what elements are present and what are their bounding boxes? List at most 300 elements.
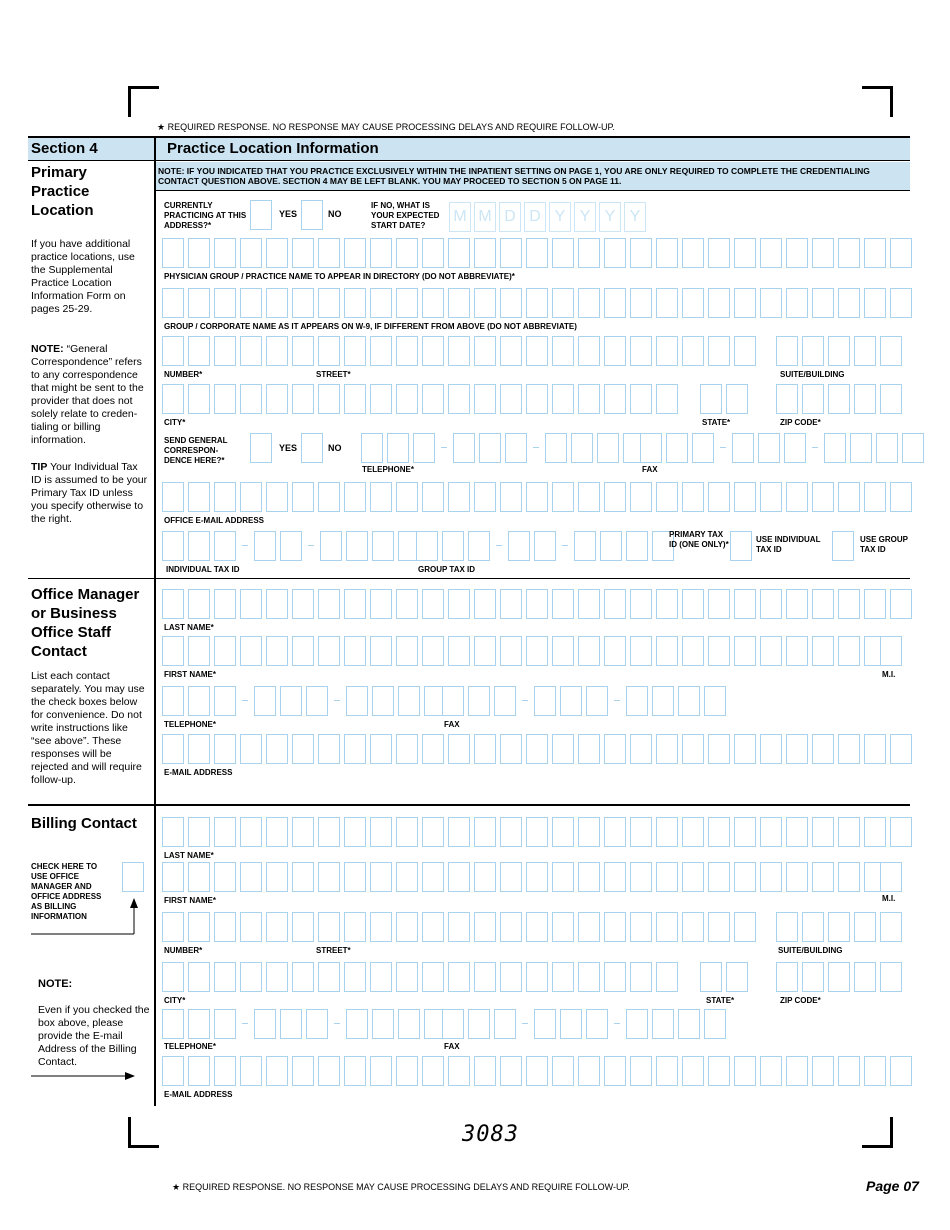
char-box[interactable] — [188, 1009, 210, 1039]
char-box[interactable] — [240, 817, 262, 847]
char-box[interactable] — [422, 288, 444, 318]
char-box[interactable] — [586, 1009, 608, 1039]
char-box[interactable] — [162, 962, 184, 992]
char-box[interactable] — [890, 734, 912, 764]
char-box[interactable] — [474, 384, 496, 414]
om-telephone-input[interactable] — [162, 686, 446, 716]
billing-first-name-input[interactable] — [162, 862, 886, 892]
char-box[interactable] — [560, 1009, 582, 1039]
char-box[interactable] — [708, 288, 730, 318]
char-box[interactable] — [776, 912, 798, 942]
char-box[interactable] — [318, 1056, 340, 1086]
char-box[interactable] — [318, 636, 340, 666]
char-box[interactable] — [292, 734, 314, 764]
char-box[interactable] — [526, 589, 548, 619]
char-box[interactable] — [292, 482, 314, 512]
char-box[interactable] — [254, 531, 276, 561]
char-box[interactable] — [370, 336, 392, 366]
char-box[interactable] — [306, 686, 328, 716]
char-box[interactable] — [442, 686, 464, 716]
char-box[interactable] — [552, 238, 574, 268]
char-box[interactable] — [786, 636, 808, 666]
char-box[interactable] — [500, 912, 522, 942]
char-box[interactable] — [604, 589, 626, 619]
char-box[interactable] — [448, 1056, 470, 1086]
char-box[interactable] — [682, 336, 704, 366]
char-box[interactable] — [734, 636, 756, 666]
char-box[interactable] — [448, 912, 470, 942]
char-box[interactable] — [214, 862, 236, 892]
char-box[interactable] — [162, 912, 184, 942]
char-box[interactable] — [760, 862, 782, 892]
char-box[interactable] — [734, 862, 756, 892]
char-box[interactable] — [786, 1056, 808, 1086]
char-box[interactable] — [162, 482, 184, 512]
char-box[interactable] — [578, 912, 600, 942]
char-box[interactable] — [396, 1056, 418, 1086]
char-box[interactable] — [854, 384, 876, 414]
char-box[interactable] — [500, 734, 522, 764]
char-box[interactable] — [760, 1056, 782, 1086]
currently-practicing-no-checkbox[interactable] — [301, 200, 323, 230]
char-box[interactable] — [214, 238, 236, 268]
char-box[interactable] — [890, 1056, 912, 1086]
char-box[interactable] — [734, 1056, 756, 1086]
char-box[interactable] — [838, 288, 860, 318]
char-box[interactable] — [422, 636, 444, 666]
char-box[interactable] — [604, 238, 626, 268]
char-box[interactable] — [876, 433, 898, 463]
use-group-tax-checkbox[interactable] — [832, 531, 854, 561]
char-box[interactable] — [479, 433, 501, 463]
char-box[interactable] — [448, 862, 470, 892]
char-box[interactable] — [682, 1056, 704, 1086]
char-box[interactable] — [266, 384, 288, 414]
char-box[interactable] — [760, 238, 782, 268]
individual-tax-id-input[interactable] — [162, 531, 420, 561]
char-box[interactable] — [370, 734, 392, 764]
char-box[interactable] — [864, 734, 886, 764]
char-box[interactable] — [320, 531, 342, 561]
char-box[interactable] — [448, 589, 470, 619]
char-box[interactable] — [838, 589, 860, 619]
char-box[interactable] — [214, 531, 236, 561]
char-box[interactable] — [318, 482, 340, 512]
char-box[interactable] — [214, 288, 236, 318]
char-box[interactable] — [604, 384, 626, 414]
char-box[interactable] — [413, 433, 435, 463]
char-box[interactable] — [890, 589, 912, 619]
char-box[interactable] — [422, 1056, 444, 1086]
char-box[interactable] — [280, 531, 302, 561]
char-box[interactable] — [448, 238, 470, 268]
char-box[interactable] — [162, 288, 184, 318]
char-box[interactable] — [630, 817, 652, 847]
char-box[interactable] — [474, 288, 496, 318]
char-box[interactable] — [678, 686, 700, 716]
char-box[interactable] — [732, 433, 754, 463]
char-box[interactable] — [760, 482, 782, 512]
char-box[interactable] — [552, 589, 574, 619]
char-box[interactable] — [318, 238, 340, 268]
char-box[interactable] — [604, 817, 626, 847]
char-box[interactable] — [526, 734, 548, 764]
char-box[interactable] — [214, 962, 236, 992]
char-box[interactable] — [344, 636, 366, 666]
char-box[interactable] — [500, 862, 522, 892]
char-box[interactable] — [864, 238, 886, 268]
char-box[interactable] — [640, 433, 662, 463]
char-box[interactable] — [864, 817, 886, 847]
char-box[interactable] — [526, 288, 548, 318]
char-box[interactable] — [346, 1009, 368, 1039]
char-box[interactable] — [370, 862, 392, 892]
char-box[interactable] — [344, 288, 366, 318]
char-box[interactable] — [448, 384, 470, 414]
char-box[interactable] — [786, 589, 808, 619]
char-box[interactable] — [266, 336, 288, 366]
char-box[interactable] — [526, 817, 548, 847]
billing-telephone-input[interactable] — [162, 1009, 446, 1039]
char-box[interactable] — [370, 288, 392, 318]
char-box[interactable] — [578, 636, 600, 666]
char-box[interactable] — [704, 1009, 726, 1039]
char-box[interactable] — [604, 336, 626, 366]
char-box[interactable] — [370, 589, 392, 619]
char-box[interactable] — [318, 734, 340, 764]
om-first-name-input[interactable] — [162, 636, 886, 666]
char-box[interactable] — [604, 912, 626, 942]
char-box[interactable] — [266, 238, 288, 268]
char-box[interactable] — [344, 482, 366, 512]
char-box[interactable] — [534, 531, 556, 561]
char-box[interactable] — [266, 288, 288, 318]
char-box[interactable] — [442, 1009, 464, 1039]
char-box[interactable] — [552, 1056, 574, 1086]
char-box[interactable] — [626, 686, 648, 716]
char-box[interactable] — [630, 336, 652, 366]
char-box[interactable] — [214, 589, 236, 619]
char-box[interactable] — [422, 336, 444, 366]
char-box[interactable] — [162, 384, 184, 414]
char-box[interactable] — [398, 1009, 420, 1039]
char-box[interactable] — [240, 336, 262, 366]
char-box[interactable] — [396, 734, 418, 764]
char-box[interactable] — [682, 238, 704, 268]
char-box[interactable] — [708, 734, 730, 764]
char-box[interactable] — [474, 1056, 496, 1086]
char-box[interactable] — [864, 288, 886, 318]
char-box[interactable] — [370, 482, 392, 512]
char-box[interactable] — [678, 1009, 700, 1039]
char-box[interactable] — [448, 636, 470, 666]
char-box[interactable] — [630, 862, 652, 892]
char-box[interactable] — [656, 734, 678, 764]
char-box[interactable] — [474, 734, 496, 764]
char-box[interactable] — [626, 531, 648, 561]
char-box[interactable] — [708, 912, 730, 942]
char-box[interactable] — [370, 238, 392, 268]
char-box[interactable] — [902, 433, 924, 463]
char-box[interactable] — [188, 962, 210, 992]
char-box[interactable] — [266, 962, 288, 992]
char-box[interactable] — [682, 636, 704, 666]
char-box[interactable] — [453, 433, 475, 463]
char-box[interactable] — [526, 912, 548, 942]
char-box[interactable] — [656, 962, 678, 992]
char-box[interactable] — [786, 862, 808, 892]
char-box[interactable] — [396, 912, 418, 942]
char-box[interactable] — [214, 482, 236, 512]
char-box[interactable] — [370, 962, 392, 992]
char-box[interactable] — [344, 238, 366, 268]
char-box[interactable] — [708, 589, 730, 619]
char-box[interactable] — [786, 817, 808, 847]
char-box[interactable] — [240, 862, 262, 892]
char-box[interactable] — [318, 912, 340, 942]
char-box[interactable] — [468, 686, 490, 716]
char-box[interactable] — [214, 817, 236, 847]
char-box[interactable] — [578, 734, 600, 764]
char-box[interactable] — [656, 288, 678, 318]
char-box[interactable] — [630, 912, 652, 942]
char-box[interactable] — [692, 433, 714, 463]
group-corporate-input[interactable] — [162, 288, 912, 318]
char-box[interactable] — [604, 862, 626, 892]
char-box[interactable] — [824, 433, 846, 463]
char-box[interactable] — [552, 962, 574, 992]
char-box[interactable] — [162, 589, 184, 619]
char-box[interactable] — [578, 288, 600, 318]
char-box[interactable] — [786, 482, 808, 512]
char-box[interactable] — [726, 384, 748, 414]
char-box[interactable] — [828, 384, 850, 414]
char-box[interactable] — [786, 288, 808, 318]
char-box[interactable] — [700, 384, 722, 414]
char-box[interactable] — [500, 589, 522, 619]
char-box[interactable] — [708, 636, 730, 666]
char-box[interactable] — [656, 384, 678, 414]
char-box[interactable] — [776, 962, 798, 992]
char-box[interactable] — [708, 862, 730, 892]
char-box[interactable] — [630, 288, 652, 318]
char-box[interactable] — [758, 433, 780, 463]
office-email-input[interactable] — [162, 482, 912, 512]
char-box[interactable] — [188, 686, 210, 716]
char-box[interactable] — [802, 336, 824, 366]
char-box[interactable] — [578, 1056, 600, 1086]
char-box[interactable] — [422, 734, 444, 764]
group-tax-id-input[interactable] — [416, 531, 674, 561]
char-box[interactable] — [578, 238, 600, 268]
char-box[interactable] — [505, 433, 527, 463]
char-box[interactable] — [734, 288, 756, 318]
char-box[interactable] — [318, 589, 340, 619]
char-box[interactable] — [370, 636, 392, 666]
billing-fax-input[interactable] — [442, 1009, 726, 1039]
char-box[interactable] — [734, 817, 756, 847]
char-box[interactable] — [280, 686, 302, 716]
char-box[interactable] — [534, 1009, 556, 1039]
state-input[interactable] — [700, 384, 748, 414]
char-box[interactable] — [838, 1056, 860, 1086]
char-box[interactable] — [864, 482, 886, 512]
char-box[interactable] — [526, 238, 548, 268]
char-box[interactable] — [188, 912, 210, 942]
physician-group-input[interactable] — [162, 238, 912, 268]
char-box[interactable] — [630, 962, 652, 992]
char-box[interactable] — [630, 589, 652, 619]
char-box[interactable] — [760, 589, 782, 619]
char-box[interactable] — [306, 1009, 328, 1039]
char-box[interactable] — [474, 482, 496, 512]
char-box[interactable] — [656, 1056, 678, 1086]
char-box[interactable] — [214, 636, 236, 666]
char-box[interactable] — [828, 962, 850, 992]
char-box[interactable] — [828, 336, 850, 366]
char-box[interactable] — [266, 817, 288, 847]
char-box[interactable] — [474, 336, 496, 366]
char-box[interactable] — [682, 862, 704, 892]
char-box[interactable] — [604, 734, 626, 764]
char-box[interactable] — [630, 482, 652, 512]
char-box[interactable] — [468, 531, 490, 561]
char-box[interactable] — [474, 962, 496, 992]
char-box[interactable] — [656, 238, 678, 268]
city-input[interactable] — [162, 384, 678, 414]
char-box[interactable] — [474, 636, 496, 666]
char-box[interactable] — [656, 589, 678, 619]
char-box[interactable] — [526, 636, 548, 666]
char-box[interactable] — [240, 636, 262, 666]
char-box[interactable] — [344, 862, 366, 892]
char-box[interactable] — [422, 238, 444, 268]
char-box[interactable] — [630, 384, 652, 414]
char-box[interactable] — [494, 686, 516, 716]
char-box[interactable] — [838, 482, 860, 512]
char-box[interactable] — [372, 1009, 394, 1039]
char-box[interactable] — [812, 589, 834, 619]
char-box[interactable] — [597, 433, 619, 463]
char-box[interactable] — [802, 912, 824, 942]
char-box[interactable] — [708, 482, 730, 512]
char-box[interactable] — [370, 817, 392, 847]
char-box[interactable] — [188, 482, 210, 512]
char-box[interactable] — [574, 531, 596, 561]
char-box[interactable] — [292, 238, 314, 268]
char-box[interactable] — [240, 734, 262, 764]
char-box[interactable] — [552, 912, 574, 942]
char-box[interactable] — [802, 384, 824, 414]
char-box[interactable] — [162, 336, 184, 366]
char-box[interactable] — [560, 686, 582, 716]
char-box[interactable] — [344, 817, 366, 847]
char-box[interactable] — [372, 531, 394, 561]
char-box[interactable] — [370, 912, 392, 942]
char-box[interactable] — [652, 1009, 674, 1039]
char-box[interactable] — [812, 817, 834, 847]
char-box[interactable] — [656, 817, 678, 847]
char-box[interactable] — [786, 238, 808, 268]
char-box[interactable] — [708, 336, 730, 366]
char-box[interactable] — [864, 1056, 886, 1086]
char-box[interactable] — [422, 912, 444, 942]
char-box[interactable] — [292, 384, 314, 414]
char-box[interactable] — [734, 336, 756, 366]
char-box[interactable] — [396, 238, 418, 268]
char-box[interactable] — [828, 912, 850, 942]
char-box[interactable] — [812, 636, 834, 666]
char-box[interactable] — [708, 1056, 730, 1086]
char-box[interactable] — [854, 912, 876, 942]
char-box[interactable] — [726, 962, 748, 992]
char-box[interactable] — [500, 962, 522, 992]
char-box[interactable] — [682, 734, 704, 764]
char-box[interactable] — [880, 962, 902, 992]
char-box[interactable] — [552, 734, 574, 764]
char-box[interactable] — [552, 636, 574, 666]
billing-suite-input[interactable] — [776, 912, 902, 942]
char-box[interactable] — [266, 636, 288, 666]
char-box[interactable] — [776, 336, 798, 366]
char-box[interactable] — [734, 589, 756, 619]
char-box[interactable] — [812, 238, 834, 268]
char-box[interactable] — [630, 238, 652, 268]
char-box[interactable] — [604, 482, 626, 512]
char-box[interactable] — [578, 862, 600, 892]
billing-email-input[interactable] — [162, 1056, 912, 1086]
char-box[interactable] — [760, 636, 782, 666]
char-box[interactable] — [254, 1009, 276, 1039]
char-box[interactable] — [500, 288, 522, 318]
char-box[interactable] — [838, 734, 860, 764]
char-box[interactable] — [508, 531, 530, 561]
char-box[interactable] — [812, 862, 834, 892]
char-box[interactable] — [292, 962, 314, 992]
char-box[interactable] — [526, 482, 548, 512]
char-box[interactable] — [708, 817, 730, 847]
char-box[interactable] — [266, 912, 288, 942]
billing-last-name-input[interactable] — [162, 817, 912, 847]
char-box[interactable] — [162, 1056, 184, 1086]
char-box[interactable] — [578, 336, 600, 366]
char-box[interactable] — [534, 686, 556, 716]
char-box[interactable] — [448, 734, 470, 764]
char-box[interactable] — [188, 1056, 210, 1086]
char-box[interactable] — [448, 288, 470, 318]
char-box[interactable] — [188, 862, 210, 892]
om-fax-input[interactable] — [442, 686, 726, 716]
billing-number-street-input[interactable] — [162, 912, 756, 942]
char-box[interactable] — [346, 531, 368, 561]
char-box[interactable] — [500, 1056, 522, 1086]
char-box[interactable] — [812, 1056, 834, 1086]
char-box[interactable] — [214, 734, 236, 764]
char-box[interactable] — [292, 817, 314, 847]
char-box[interactable] — [586, 686, 608, 716]
char-box[interactable] — [442, 531, 464, 561]
char-box[interactable] — [600, 531, 622, 561]
char-box[interactable] — [396, 336, 418, 366]
char-box[interactable] — [188, 288, 210, 318]
char-box[interactable] — [734, 912, 756, 942]
om-last-name-input[interactable] — [162, 589, 912, 619]
char-box[interactable] — [630, 734, 652, 764]
char-box[interactable] — [162, 734, 184, 764]
char-box[interactable] — [318, 817, 340, 847]
char-box[interactable] — [396, 817, 418, 847]
char-box[interactable] — [474, 862, 496, 892]
